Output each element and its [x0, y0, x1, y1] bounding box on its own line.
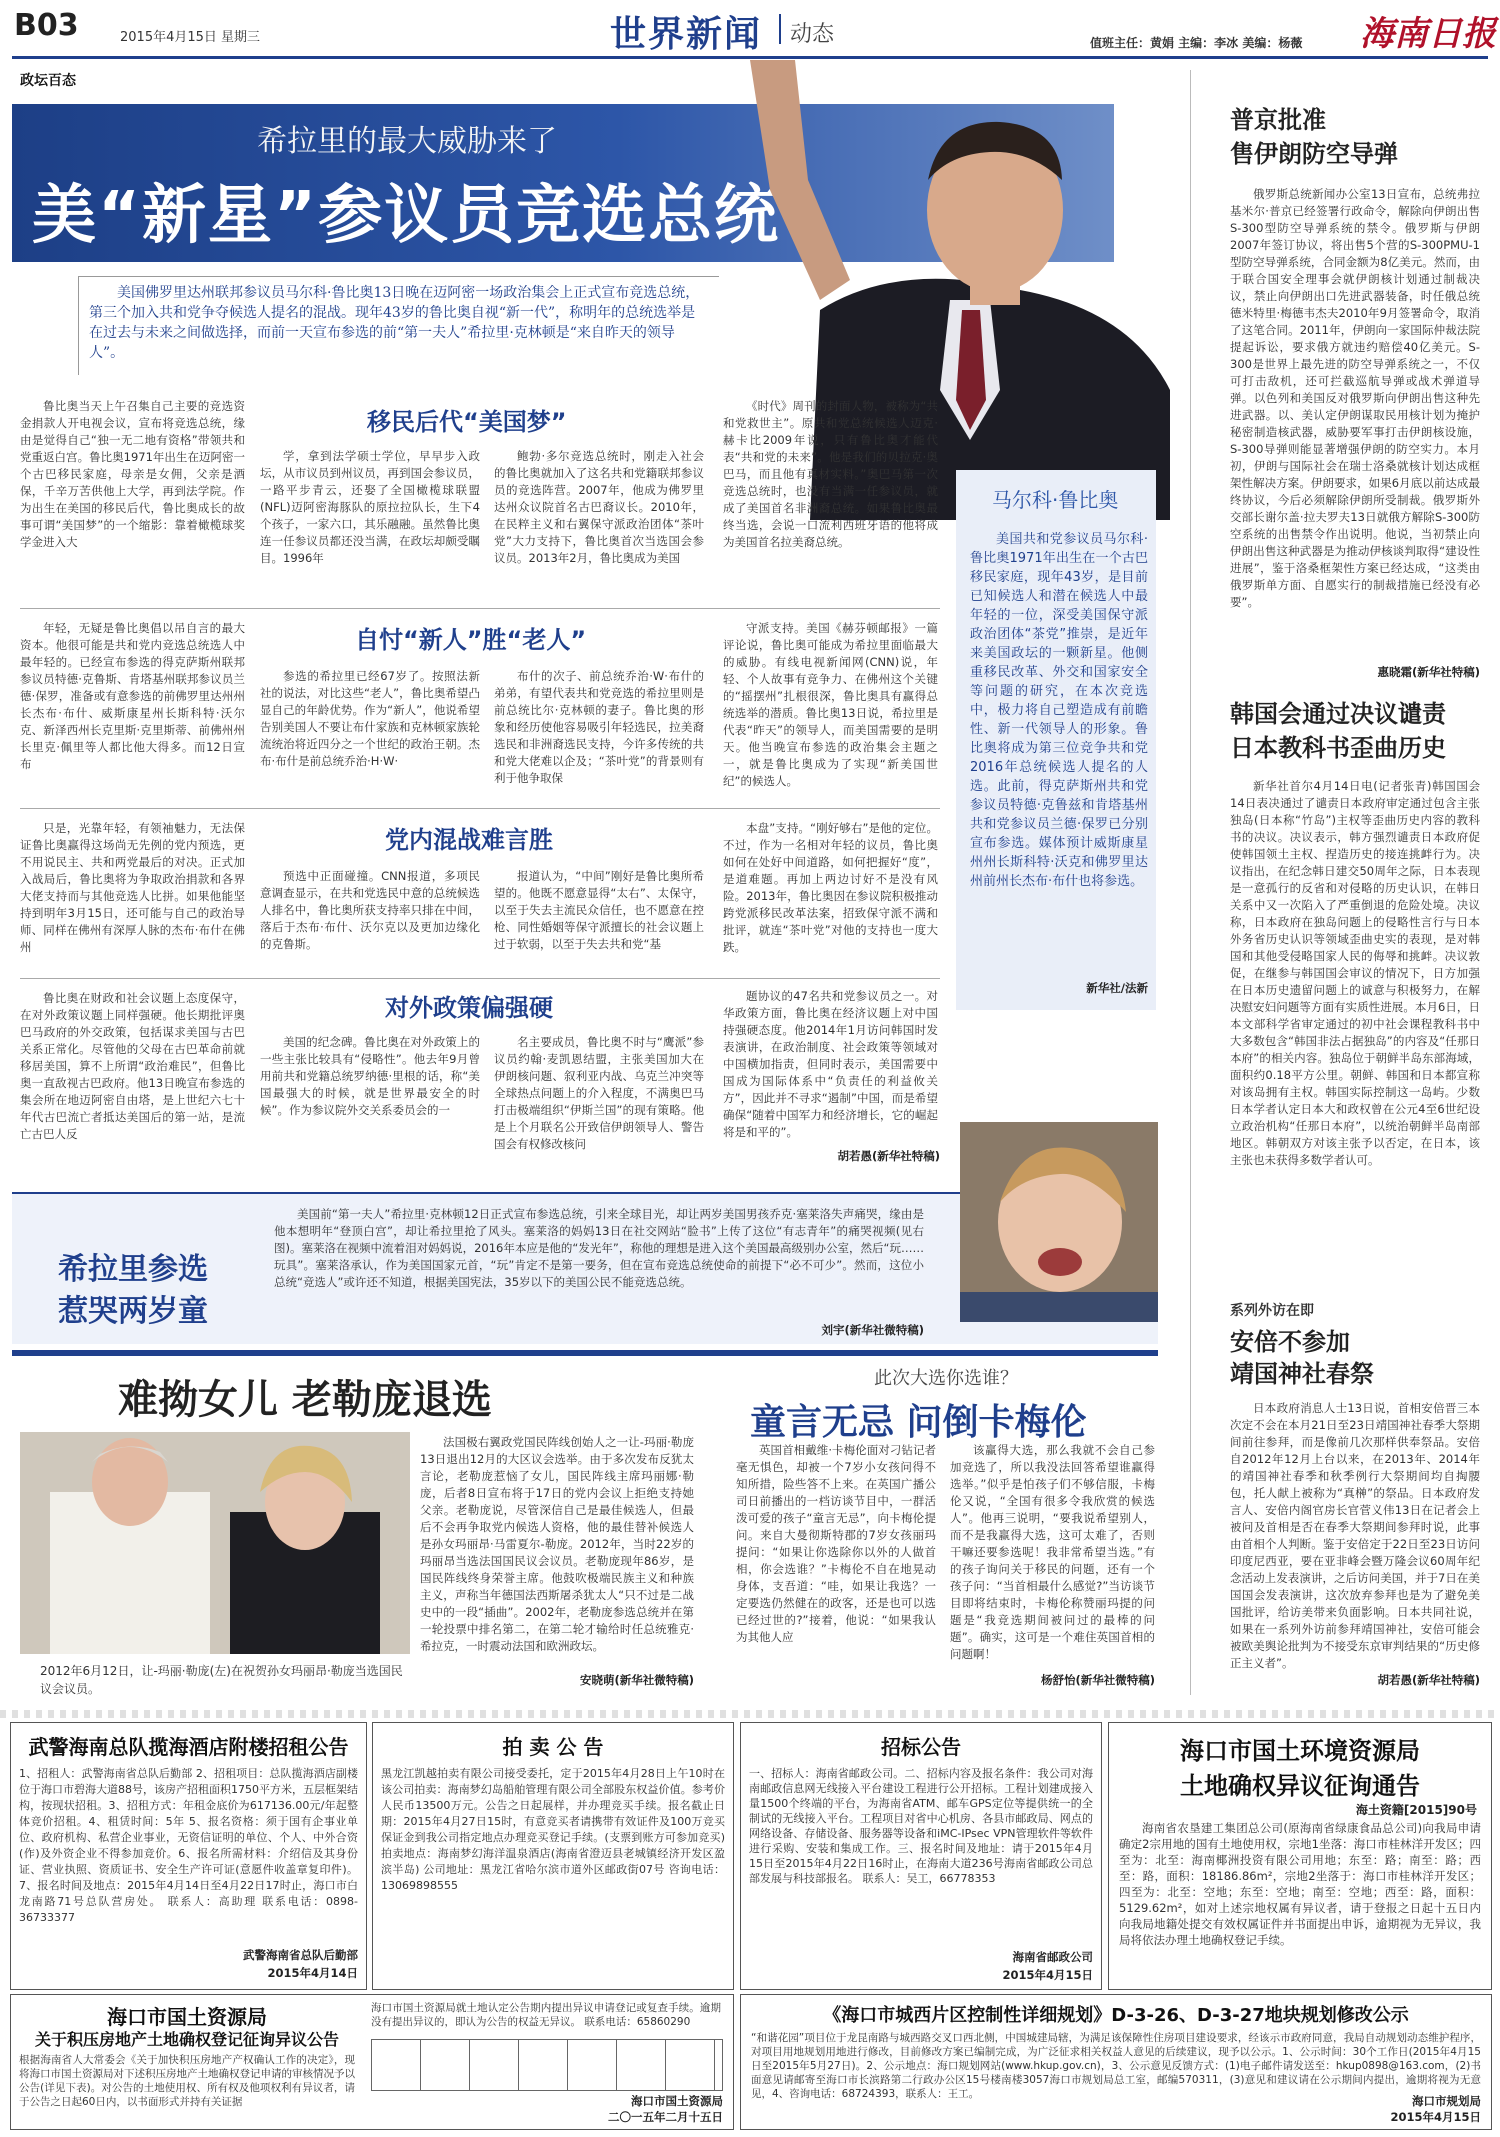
lead-para-2a: 年轻，无疑是鲁比奥倡以吊自言的最大资本。他很可能是共和党内竞选总统选人中最年轻的。已经宣布参选的得克萨斯州联邦参议员特德·克鲁斯、肯塔基州联邦参议员兰德·保罗，准备或有意参选的前佛罗里达州州长杰布·布什、威斯康星州长斯科特·沃尔克、新泽西州长克里斯·克里斯蒂、前佛州州长里克·佩里等人都比他大得多。而12日宣布: [20, 621, 245, 771]
korea-headline-l1: 韩国会通过决议谴责: [1230, 700, 1446, 728]
ad-planning-sign: 海口市规划局: [1412, 2094, 1481, 2108]
lepen-caption: 2012年6月12日，让-玛丽·勒庞(左)在祝贺孙女玛丽昂·勒庞当选国民议会议员。: [40, 1664, 403, 1696]
issue-date: 2015年4月15日: [120, 30, 217, 45]
lead-rule-2: [20, 808, 940, 809]
putin-credit: 惠晓霜(新华社特稿): [1377, 665, 1480, 679]
lead-para-2d: 守派支持。美国《赫芬顿邮报》一篇评论说，鲁比奥可能成为希拉里面临最大的威胁。有线电视新闻网(CNN)说，年轻、个人故事有竞争力、在佛州这个关键的“摇摆州”扎根很深，鲁比奥具有赢得总统选举的潜质。鲁比奥13日说，希拉里是代表“昨天”的领导人，而美国需要的是明天。他当晚宣布参选的政治集会主题之一，就是鲁比奥成为了实现“新美国世纪”的候选人。: [723, 621, 938, 788]
ad-backlog-sign: 海口市国土资源局: [631, 2094, 723, 2108]
lead-para-1c: 鲍勃·多尔竞选总统时，刚走入社会的鲁比奥就加入了这名共和党籍联邦参议员的竞选阵营。2007年，他成为佛罗里达州众议院首名古巴裔议长。2010年，在民粹主义和右翼保守派政治团体“茶叶党”大力支持下，鲁比奥首次当选国会参议员。2013年2月，鲁比奥成为美国: [494, 449, 704, 565]
ad-planning-text: “和谐花园”项目位于龙昆南路与城西路交叉口西北侧，中国城建局辖，为满足该保障性住房项目建设要求，经该示市政府同意，我局自动规划动态维护程序，对项目用地规划用地进行修改，目前修改方案已编制完成，为广泛征求相关权益人意见的后续建议，现予以公示。1、公示时间：30个工作日(2015年4月15日至2015年5月27日)。2、公示地点：海口规划网站(www.hkup.gov.cn)，3、公示意见反馈方式：(1)电子邮件请发送至：hkup0898@163.com，(2)书面意见请邮寄至海口市长滨路第二行政办公区15号楼南楼3057海口市规划局总工室，邮编570311，(3)意见和建议请在公示期间内提出，逾期将视为无意见，4、咨询电话：68724393，联系人：王工。: [751, 2032, 1481, 2100]
korea-text: 新华社首尔4月14日电(记者张青)韩国国会14日表决通过了谴责日本政府审定通过包含主张独岛(日本称“竹岛”)主权等歪曲历史内容的教科书的决议。决议表示，韩方强烈谴责日本政府促使韩国领土主权、捏造历史的接连挑衅行为。决议指出，在纪念韩日建交50周年之际，日本表现是一意孤行的反省和对侵略的历史认识，在韩日关系中又一次陷入了严重倒退的危险处境。决议称，日本政府在独岛问题上的侵略性言行与日本外务省历史认识等领域歪曲史实的表现，是对韩国和其他受侵略国家人民的侮辱和挑衅。决议敦促，在继参与韩国国会审议的情况下，日方加强在日本历史遗留问题上的诚意与积极努力，在解决慰安妇问题等方面有实质性进展。本月6日，日本文部科学省审定通过的初中社会课程教科书中大多数包含“韩国非法占据独岛”的内容及“任那日本府”的相关内容。独岛位于朝鲜半岛东部海域，面积约0.18平方公里。朝鲜、韩国和日本都宣称对该岛拥有主权。韩国实际控制这一岛屿。少数日本学者认定日本大和政权曾在公元4至6世纪设立政治机构“任那日本府”，以统治朝鲜半岛南部地区。韩朝双方对该主张予以否定，在日本，该主张也未获得多数学者认可。: [1230, 779, 1480, 1167]
profile-text: 美国共和党参议员马尔科·鲁比奥1971年出生在一个古巴移民家庭，现年43岁，是目前已知候选人和潜在候选人中最年轻的一位，深受美国保守派政治团体“茶党”推崇，是近年来美国政坛的一颗新星。他侧重移民改革、外交和国家安全等问题的研究，在本次竞选中，极力将自己塑造成有前瞻性、新一代领导人的形象。鲁比奥将成为第三位竞争共和党2016年总统候选人提名的人选。此前，得克萨斯州共和党参议员特德·克鲁兹和肯塔基州共和党参议员兰德·保罗已分别宣布参选。媒体预计威斯康星州州长斯科特·沃克和佛罗里达州前州长杰布·布什也将参选。: [970, 532, 1148, 889]
lead-para-3b: 预选中正面碰撞。CNN报道，多项民意调查显示，在共和党选民中意的总统候选人排名中，鲁比奥所获支持率只排在中间，落后于杰布·布什、沃尔克以及更加边缘化的克鲁斯。: [260, 869, 480, 951]
lead-rule-3: [20, 978, 940, 979]
lead-para-1b: 学，拿到法学硕士学位，早早步入政坛，从市议员到州议员，再到国会参议员，一路平步青云，还娶了全国橄榄球联盟(NFL)迈阿密海豚队的原拉拉队长，生下4个孩子，一家六口，其乐融融。虽然鲁比奥连一任参议员都还没当满，在政坛却颇受瞩目。1996年: [260, 449, 480, 565]
profile-title: 马尔科·鲁比奥: [992, 488, 1119, 512]
ad-armed-police-title: 武警海南总队揽海酒店附楼招租公告: [28, 1735, 349, 1759]
newspaper-logo: 海南日报: [1360, 14, 1496, 54]
section-subtitle: 动态: [790, 22, 835, 47]
hillary-text: 美国前“第一夫人”希拉里·克林顿12日正式宣布参选总统，引来全球目光，却让两岁美国男孩乔克·塞莱洛失声痛哭，缘由是他本想明年“登顶白宫”，却让希拉里抢了风头。塞莱洛的妈妈13日在社交网站“脸书”上传了这位“有志青年”的痛哭视频(见右图)。塞莱洛在视频中流着泪对妈妈说，2016年本应是他的“发光年”，称他的理想是进入这个美国最高级别办公室，然后“玩……玩具”。塞莱洛承认，作为美国国家元首，“玩”肯定不是第一要务，但在宣布竞选总统使命的前提下“必不可少”。然而，这位小总统“竞选人”或许还不知道，根据美国宪法，35岁以下的美国公民不能竞选总统。: [274, 1207, 924, 1289]
masthead-rule: [12, 56, 1488, 59]
ad-armed-police: [10, 1722, 367, 1990]
section-divider-bottom: [12, 1350, 1158, 1356]
right-column-rule: [1190, 70, 1191, 1695]
ad-auction: [372, 1722, 734, 1990]
yasukuni-headline-l2: 靖国神社春祭: [1230, 1360, 1374, 1388]
column-label: 政坛百态: [20, 73, 76, 89]
subhead-intraparty: 党内混战难言胜: [385, 826, 553, 854]
lead-para-2b: 参选的希拉里已经67岁了。按照法新社的说法，对比这些“老人”，鲁比奥希望凸显自己的年龄优势。作为“新人”，他说希望告别美国人不要让布什家族和克林顿家族轮流统治将近四分之一个世纪的政治王朝。杰布·布什是前总统乔治·H·W·: [260, 669, 480, 768]
lead-intro-box: [78, 276, 719, 375]
cameron-credit: 杨舒怡(新华社微特稿): [1040, 1673, 1155, 1687]
section-divider: [779, 14, 781, 44]
lead-rule-1: [20, 608, 940, 609]
subhead-immigrant: 移民后代“美国梦”: [367, 408, 567, 436]
putin-headline-l2: 售伊朗防空导弹: [1230, 140, 1398, 168]
lead-credit: 胡若愚(新华社特稿): [837, 1149, 940, 1163]
yasukuni-headline-l1: 安倍不参加: [1230, 1328, 1350, 1356]
ad-auction-text: 黑龙江凯越拍卖有限公司接受委托，定于2015年4月28日上午10时在该公司拍卖：海南梦幻岛船舶管理有限公司全部股东权益价值。参考价人民币13500万元。公告之日起展样，并办理竞买手续。报名截止日期：2015年4月27日15时，有意竞买者请携带有效证件及100万竞买保证金到我公司指定地点办理竞买登记手续。(支票到账方可参加竞买) 拍卖地点：海南梦幻海洋温泉酒店(海南省澄迈县老城镇经济开发区盈滨半岛) 公司地址：黑龙江省哈尔滨市道外区邮政街07号 咨询电话：13069898555: [381, 1767, 725, 1892]
ad-auction-title: 拍 卖 公 告: [502, 1735, 604, 1759]
lepen-credit: 安晓萌(新华社微特稿): [579, 1673, 694, 1687]
yasukuni-kicker: 系列外访在即: [1230, 1303, 1314, 1319]
section-title: 世界新闻: [610, 14, 763, 55]
korea-headline-l2: 日本教科书歪曲历史: [1230, 734, 1446, 762]
ad-tender-sign: 海南省邮政公司: [1012, 1950, 1093, 1964]
subhead-foreign-policy: 对外政策偏强硬: [385, 994, 553, 1022]
ad-land-rights-title-l2: 土地确权异议征询通告: [1180, 1772, 1420, 1800]
ad-land-rights-no: 海土资籍[2015]90号: [1355, 1803, 1477, 1817]
lead-para-1d: 《时代》周刊的封面人物，被称为“共和党救世主”。原共和党总统候选人迈克·赫卡比2009年说，只有鲁比奥才能代表“共和党的未来”。他是我们的贝拉克·奥巴马，而且他有真材实料。”奥巴马第一次竞选总统时，也没有当满一任参议员，就成了美国首名非洲裔总统。如果鲁比奥最终当选，会说一口流利西班牙语的他将成为美国首名拉美裔总统。: [723, 399, 938, 549]
hillary-credit: 刘宇(新华社微特稿): [821, 1323, 924, 1337]
lead-para-4a: 鲁比奥在财政和社会议题上态度保守，在对外政策议题上同样强硬。他长期批评奥巴马政府的外交政策，包括谋求美国与古巴关系正常化。尽管他的父母在古巴革命前就移居美国，算不上所谓“政治难民”，但鲁比奥一直敌视古巴政府。他13日晚宣布参选的集会所在地迈阿密自由塔，是上世纪六七十年代古巴流亡者抵达美国后的第一站，是流亡古巴人反: [20, 991, 245, 1141]
ad-backlog-table: [371, 2039, 723, 2091]
ad-planning-date: 2015年4月15日: [1390, 2110, 1481, 2124]
ad-land-rights-text: 海南省农垦建工集团总公司(原海南省绿康食品总公司)向我局申请确定2宗用地的国有土地使用权，宗地1坐落：海口市桂林洋开发区；四至为：北至：海南椰洲投资有限公司用地；东至：路；南至：路；西至：路，面积：18186.86m²，宗地2坐落于：海口市桂林洋开发区；四至为：北至：空地；东至：空地；南至：空地；西至：路，面积：5129.62m²，如对上述宗地权属有异议者，请于登报之日起十五日内向我局地籍处提交有效权属证件并书面提出申诉，逾期视为无异议，我局将依法办理土地确权登记手续。: [1119, 1821, 1481, 1947]
ad-tender-title: 招标公告: [881, 1735, 961, 1759]
ad-armed-police-date: 2015年4月14日: [267, 1966, 358, 1980]
cameron-text-2: 该赢得大选，那么我就不会自己参加竞选了，所以我没法回答希望谁赢得选举。”似乎是怕孩子们不够信服，卡梅伦又说，“全国有很多令我欣赏的候选人”。他再三说明，“要我说希望别人，而不是我赢得大选，这可太难了，否则干嘛还要参选呢！我非常希望当选。”有的孩子询问关于移民的问题，还有一个孩子问：“当首相最什么感觉?”当访谈节目即将结束时，卡梅伦称赞丽玛提的问题是“我竞选期间被问过的最棒的问题”。确实，这可是一个难住英国首相的问题啊！: [950, 1443, 1155, 1661]
lead-para-4d: 题协议的47名共和党参议员之一。对华政策方面，鲁比奥在经济议题上对中国持强硬态度。他2014年1月访问韩国时发表演讲，在政治制度、社会政策等领域对中国横加指责，但同时表示，美国需要中国成为国际体系中“负责任的利益攸关方”，因此并不寻求“遏制”中国，而是希望确保“随着中国军力和经济增长，它的崛起将是和平的”。: [723, 989, 938, 1139]
ad-land-rights-title-l1: 海口市国土环境资源局: [1180, 1737, 1420, 1765]
ad-backlog-property: [10, 1994, 734, 2130]
lepen-headline: 难拗女儿 老勒庞退选: [118, 1377, 492, 1423]
ad-tender-text: 一、招标人：海南省邮政公司。二、招标内容及报名条件：我公司对海南邮政信息网无线接入平台建设工程进行公开招标。工程计划建成接入量1500个终端的平台，为海南省ATM、邮车GPS定位等提供统一的全制试的无线接入平台。工程项目对省中心机房、各县市邮政局、网点的网络设备、存储设备、服务器等设备和iMC-IPsec VPN管理软件等软件进行采购、安装和集成工作。三、报名时间及地址：请于2015年4月15日至2015年4月22日16时止，在海南大道236号海南省邮政公司总部发展与科技部报名。 联系人：吴工，66778353: [749, 1767, 1093, 1885]
ad-planning: [740, 1994, 1492, 2130]
lead-para-4b: 美国的纪念碑。鲁比奥在对外政策上的一些主张比较具有“侵略性”。他去年9月曾用前共和党籍总统罗纳德·里根的话，称“美国最强大的时候，就是世界最安全的时候”。作为参议院外交关系委员会的一: [260, 1035, 480, 1117]
page-number: B03: [14, 8, 79, 43]
ad-land-rights: [1108, 1722, 1492, 1990]
yasukuni-credit: 胡若愚(新华社特稿): [1377, 1673, 1480, 1687]
ad-planning-title: 《海口市城西片区控制性详细规划》D-3-26、D-3-27地块规划修改公示: [823, 2005, 1409, 2026]
lead-kicker: 希拉里的最大威胁来了: [257, 124, 557, 159]
cameron-text-1: 英国首相戴维·卡梅伦面对刁钻记者毫无惧色，却被一个7岁小女孩问得不知所措，险些答不上来。在英国广播公司日前播出的一档访谈节目中，一群活泼可爱的孩子“童言无忌”，向卡梅伦提问。来自大曼彻斯特郡的7岁女孩丽玛提问：“如果让你选除你以外的人做首相，你会选谁？”卡梅伦不自在地晃动身体，支吾道：“哇，如果让我选？一定要选仍然健在的政客，还是也可以选已经过世的?”接着，他说：“如果我认为其他人应: [736, 1443, 936, 1644]
lepen-photo: [20, 1432, 410, 1654]
cameron-headline: 童言无忌 问倒卡梅伦: [750, 1402, 1087, 1443]
ad-backlog-text-2: 海口市国土资源局就土地认定公告期内提出异议申请登记或复查手续。逾期没有提出异议的，即认为公告的权益无异议。 联系电话：65860290: [371, 2002, 721, 2028]
ad-backlog-text: 根据海南省人大常委会《关于加快积压房地产产权确认工作的决定》，现将海口市国土资源局对下述积压房地产土地确权登记申请的审核情况予以公告(详见下表)。对公告的土地使用权、所有权及他项权利有异议者，请于公告之日起60日内，以书面形式并持有关证据: [19, 2054, 355, 2108]
lead-para-1a: 鲁比奥当天上午召集自己主要的竞选资金捐款人开电视会议，宣布将竞选总统，缘由是觉得自己“独一无二地有资格”带领共和党重返白宫。鲁比奥1971年出生在迈阿密一个古巴移民家庭，母亲是女佣，父亲是酒保，千辛万苦供他上大学，再到法学院。作为出生在美国的移民后代，鲁比奥成长的故事可谓“美国梦”的一个缩影：靠着橄榄球奖学金进入大: [20, 399, 245, 549]
subhead-new-vs-old: 自忖“新人”胜“老人”: [355, 626, 587, 654]
issue-date-line: [120, 26, 260, 45]
ad-tender-date: 2015年4月15日: [1002, 1968, 1093, 1982]
profile-box: [956, 470, 1156, 1010]
masthead: [0, 0, 1500, 60]
lepen-text: 法国极右翼政党国民阵线创始人之一让-玛丽·勒庞13日退出12月的大区议会选举。由于多次发布反犹太言论，老勒庞惹恼了女儿，国民阵线主席玛丽娜·勒庞，后者8日宣布将于17日的党内会议上拒绝支持她父亲。老勒庞说，尽管深信自己是最佳候选人，但最后不会再争取党内候选人资格，他的最佳替补候选人是孙女玛丽昂·马雷夏尔-勒庞。2012年，当时22岁的玛丽昂当选法国国民议会议员。老勒庞现年86岁，是国民阵线终身荣誉主席。他鼓吹极端民族主义和种族主义，声称当年德国法西斯屠杀犹太人“只不过是二战史中的一段“插曲”。2002年，老勒庞参选总统并在第一轮投票中排名第二，在第二轮才输给时任总统雅克·希拉克，一时震动法国和欧洲政坛。: [420, 1435, 694, 1653]
editors-line: 值班主任：黄娟 主编：李冰 美编：杨薇: [1090, 36, 1303, 50]
ad-backlog-title-l1: 海口市国土资源局: [107, 2005, 267, 2029]
lead-para-4c: 名主要成员，鲁比奥不时与“鹰派”参议员约翰·麦凯恩结盟，主张美国加大在伊朗核问题、叙利亚内战、乌克兰冲突等全球热点问题上的介入程度，不满奥巴马打击极端组织“伊斯兰国”的现有策略。他是上个月联名公开致信伊朗领导人、警告国会有权修改核问: [494, 1035, 704, 1151]
hillary-headline-l2: 惹哭两岁童: [58, 1294, 208, 1329]
lead-headline: 美“新星”参议员竞选总统: [32, 179, 781, 253]
ads-divider: [0, 1710, 1500, 1718]
ad-backlog-title-l2: 关于积压房地产土地确权登记征询异议公告: [34, 2030, 339, 2049]
profile-credit: 新华社/法新: [1086, 981, 1148, 995]
lead-para-3c: 报道认为，“中间”刚好是鲁比奥所希望的。他既不愿意显得“太右”、太保守，以至于失去主流民众信任，也不愿意在控枪、同性婚姻等保守派擅长的社会议题上过于软弱，以至于失去共和党“基: [494, 869, 704, 951]
putin-text: 俄罗斯总统新闻办公室13日宣布，总统弗拉基米尔·普京已经签署行政命令，解除向伊朗出售S-300型防空导弹系统的禁令。俄罗斯与伊朗2007年签订协议，将出售5个营的S-300PMU-1型防空导弹系统，合同金额为8亿美元。然而，由于联合国安全理事会就伊朗核计划通过制裁决议，禁止向伊朗出口先进武器装备，时任俄总统德米特里·梅德韦杰夫2010年9月签署命令，取消了这笔合同。2011年，伊朗向一家国际仲裁法院提起诉讼，要求俄方就违约赔偿40亿美元。S-300是世界上最先进的防空导弹系统之一，不仅可打击敌机，还可拦截巡航导弹或战术弹道导弹。以色列和美国反对俄罗斯向伊朗出售这种先进武器。以、美认定伊朗谋取民用核计划为掩护秘密制造核武器，威胁要军事打击伊朗核设施，S-300导弹则能显著增强伊朗的防空实力。本月初，伊朗与国际社会在瑞士洛桑就核计划达成框架性解决方案。伊朗要求，如果6月底以前达成最终协议，今后必须解除伊朗所受制裁。俄罗斯外交部长谢尔盖·拉夫罗夫13日就俄方解除S-300防空系统的出售禁令作出说明。他说，当初禁止向伊朗出售这种武器是为推动伊核谈判取得“建设性进展”，鉴于洛桑框架性方案已经达成，“这类由俄罗斯单方面、自愿实行的制裁措施已经没有必要”。: [1230, 187, 1480, 609]
ad-backlog-date: 二〇一五年二月十五日: [608, 2110, 723, 2124]
ad-armed-police-text: 1、招租人：武警海南省总队后勤部 2、招租项目：总队揽海酒店副楼位于海口市碧海大道88号，该房产招租面积1750平方米，五层框架结构，按现状招租。3、招租方式：年租金底价为617136.00元/年起整体竞价招租。4、租赁时间：5年 5、报名资格：须于国有企事业单位、政府机构、私营企业事业，无资信证明的单位、个人、中外合资(作)及外资企业不得参加竞价。6、报名所需材料：介绍信及其身份证、营业执照、资质证书、安全生产许可证(意愿件收盖章复印件)。7、报名时间及地点：2015年4月14日至4月22日17时止，海口市白龙南路71号总队营房处。 联系人：高助理 联系电话：0898-36733377: [19, 1767, 358, 1924]
lead-para-3a: 只是，光靠年轻，有领袖魅力，无法保证鲁比奥赢得这场尚无先例的党内预选，更不用说民主、共和两党最后的对决。正式加入战局后，鲁比奥将为争取政治捐款和各界大佬支持而与其他竞选人比拼。如果他能坚持到明年3月15日，还可能与自己的政治导师、同样在佛州有深厚人脉的杰布·布什在佛州: [20, 821, 245, 954]
ad-tender: [740, 1722, 1102, 1990]
lead-para-3d: 本盘”支持。“刚好够右”是他的定位。不过，作为一名相对年轻的议员，鲁比奥如何在处好中间道路，如何把握好“度”，是道难题。再加上两边讨好不是没有风险。2013年，鲁比奥因在参议院积极推动跨党派移民改革法案，招致保守派不满和批评，就连“茶叶党”对他的支持也一度大跌。: [723, 821, 938, 954]
issue-weekday: 星期三: [221, 30, 261, 45]
hillary-headline-l1: 希拉里参选: [58, 1252, 208, 1287]
yasukuni-text: 日本政府消息人士13日说，首相安倍晋三本次定不会在本月21日至23日靖国神社春季大祭期间前往参拜，而是像前几次那样供奉祭品。安倍自2012年12月上台以来，在2013年、2014年的靖国神社春季和秋季例行大祭期间均自掏腰包，托人献上被称为“真榊”的祭品。日本政府发言人、安倍内阁官房长官菅义伟13日在记者会上被问及首相是否在春季大祭期间参拜时说，此事由首相个人判断。鉴于安倍定于22日至23日访问印度尼西亚，要在亚非峰会暨万隆会议60周年纪念活动上发表演讲，之后访问美国，并于7日在美国国会发表演讲，这次放弃参拜也是为了避免美国批评，给访美带来负面影响。日本共同社说，如果在一系列外访前参拜靖国神社，安倍可能会被欧美舆论批判为不接受东京审判结果的“历史修正主义者”。: [1230, 1401, 1480, 1670]
lead-intro: 美国佛罗里达州联邦参议员马尔科·鲁比奥13日晚在迈阿密一场政治集会上正式宣布竞选总统，第三个加入共和党争夺候选人提名的混战。现年43岁的鲁比奥自视“新一代”，称明年的总统选举是在过去与未来之间做选择，而前一天宣布参选的前“第一夫人”希拉里·克林顿是“来自昨天的领导人”。: [89, 285, 700, 361]
cameron-kicker: 此次大选你选谁？: [874, 1368, 1018, 1389]
lead-para-2c: 布什的次子、前总统乔治·W·布什的弟弟，有望代表共和党竞选的希拉里则是前总统比尔·克林顿的妻子。鲁比奥的形象和经历使他容易吸引年轻选民，拉美裔选民和非洲裔选民支持，今许多传统的共和党大佬难以企及；“茶叶党”的背景则有利于他争取保: [494, 669, 704, 785]
crying-boy-photo: [960, 1122, 1158, 1322]
putin-headline-l1: 普京批准: [1230, 106, 1326, 134]
ad-armed-police-sign: 武警海南省总队后勤部: [243, 1948, 358, 1962]
